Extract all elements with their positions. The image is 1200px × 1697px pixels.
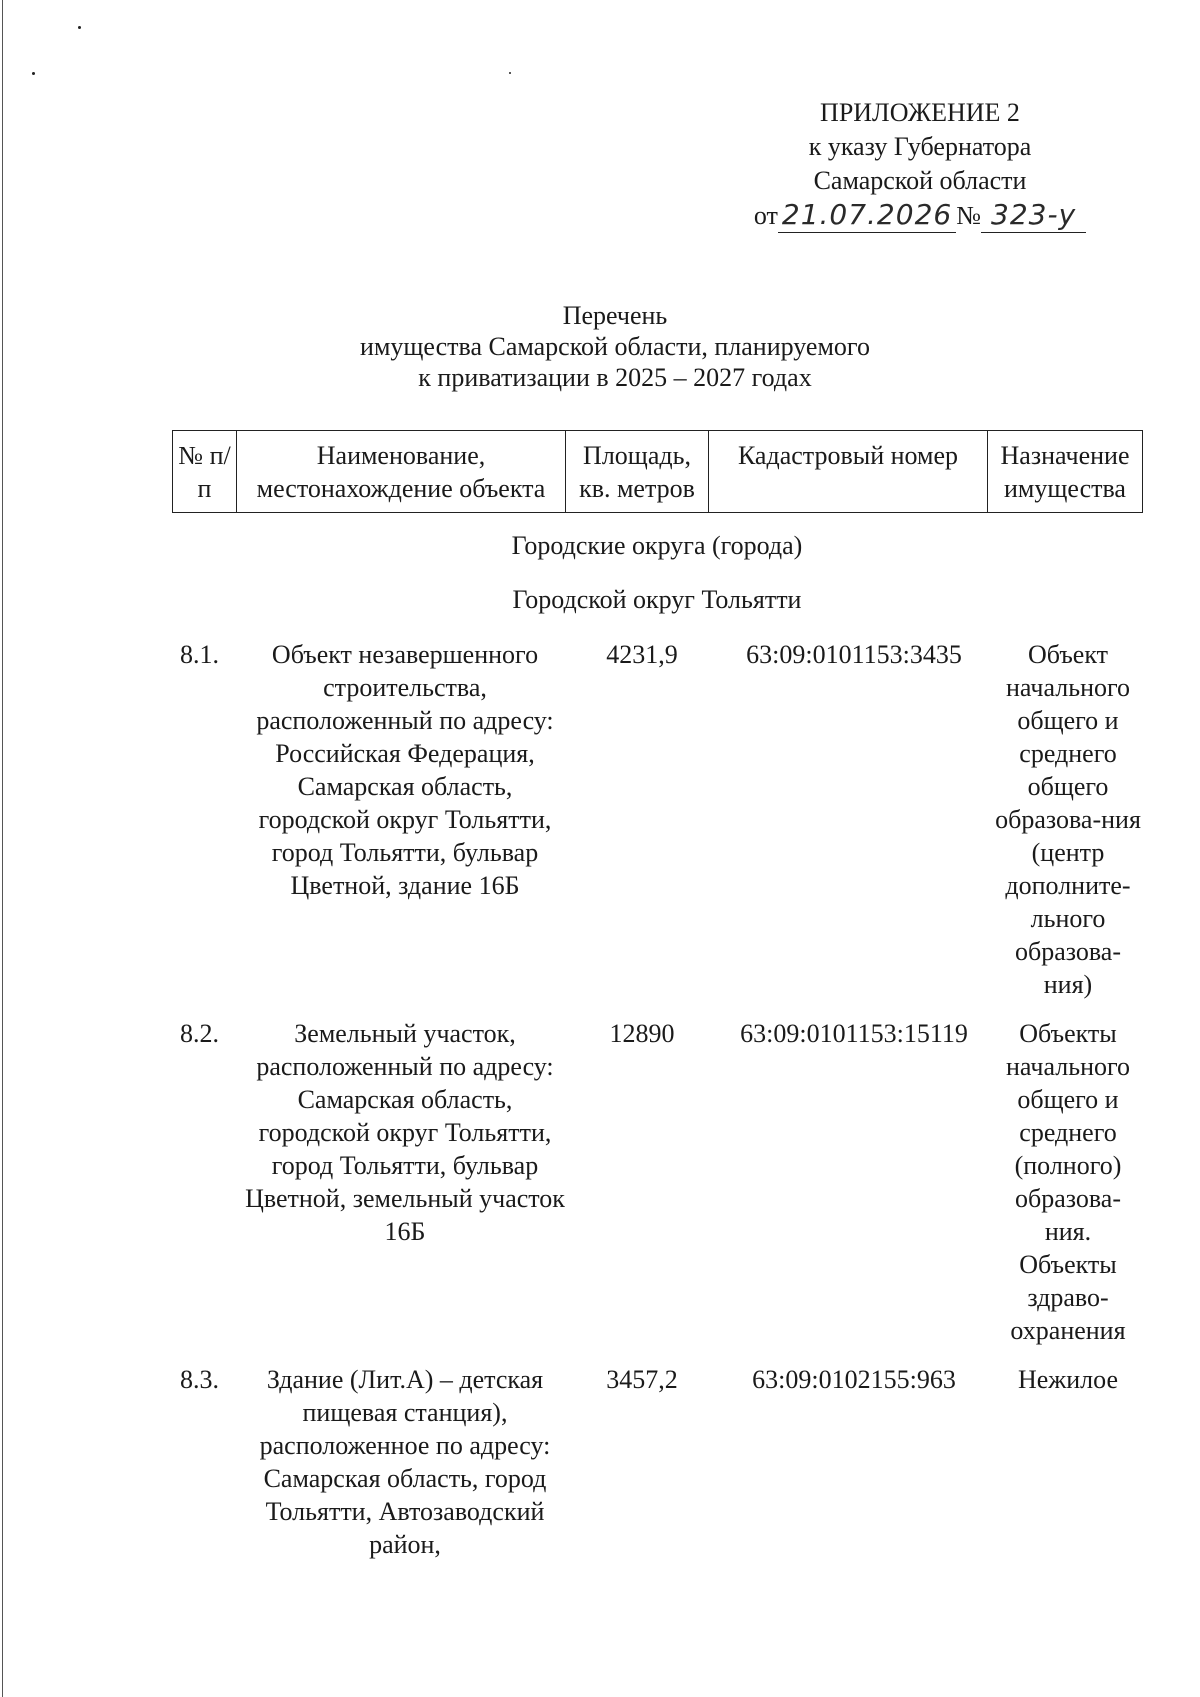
appendix-header	[720, 96, 1120, 233]
title-line-2: имущества Самарской области, планируемого	[360, 332, 870, 361]
title-line-3: к приватизации в 2025 – 2027 годах	[418, 363, 812, 392]
row-purpose: Объект начального общего и среднего общего образова-ния (центр дополните-льного образова-ния)	[995, 640, 1141, 999]
decree-reference: к указу Губернатора	[808, 132, 1032, 161]
scan-speck	[32, 72, 35, 75]
number-prefix: №	[956, 201, 982, 230]
appendix-label: ПРИЛОЖЕНИЕ 2	[820, 98, 1020, 127]
scan-speck	[78, 26, 81, 29]
header-cell-num: № п/п	[173, 431, 237, 513]
header-cell-name: Наименование, местонахождение объекта	[237, 431, 566, 513]
date-number-line	[720, 198, 1120, 233]
section-group-title: Городские округа (города)	[511, 531, 803, 560]
title-line-1: Перечень	[562, 301, 668, 330]
scan-margin-line	[2, 0, 3, 1697]
scan-speck	[509, 72, 511, 74]
row-cadastral: 63:09:0101153:3435	[746, 640, 962, 669]
row-name: Здание (Лит.А) – детская пищевая станция), расположенное по адресу: Самарская область, город Тольятти, Автозаводский район,	[259, 1365, 551, 1559]
header-cell-cadastral: Кадастровый номер	[709, 431, 988, 513]
region-name: Самарской области	[813, 166, 1027, 195]
row-number: 8.2.	[180, 1019, 219, 1048]
document-title	[170, 300, 1060, 393]
row-cadastral: 63:09:0101153:15119	[740, 1019, 968, 1048]
row-name: Земельный участок, расположенный по адресу: Самарская область, городской округ Тольятти, город Тольятти, бульвар Цветной, земельный участок 16Б	[245, 1019, 565, 1246]
row-purpose: Объекты начального общего и среднего (полного) образова-ния. Объекты здраво-охранения	[1005, 1019, 1131, 1345]
row-area: 4231,9	[606, 640, 678, 669]
handwritten-number: 323-у	[981, 198, 1086, 233]
header-cell-area: Площадь, кв. метров	[566, 431, 709, 513]
row-purpose: Нежилое	[1017, 1365, 1119, 1394]
property-table-header	[172, 430, 1143, 513]
date-prefix: от	[753, 201, 778, 230]
row-area: 3457,2	[606, 1365, 678, 1394]
row-cadastral: 63:09:0102155:963	[752, 1365, 956, 1394]
row-number: 8.3.	[180, 1365, 219, 1394]
row-area: 12890	[609, 1019, 675, 1048]
handwritten-date: 21.07.2026	[778, 198, 956, 233]
header-cell-purpose: Назначение имущества	[988, 431, 1143, 513]
row-name: Объект незавершенного строительства, расположенный по адресу: Российская Федерация, Самарская область, городской округ Тольятти, город Тольятти, бульвар Цветной, здание 16Б	[256, 640, 554, 900]
row-number: 8.1.	[180, 640, 219, 669]
section-district-title: Городской округ Тольятти	[512, 585, 802, 614]
